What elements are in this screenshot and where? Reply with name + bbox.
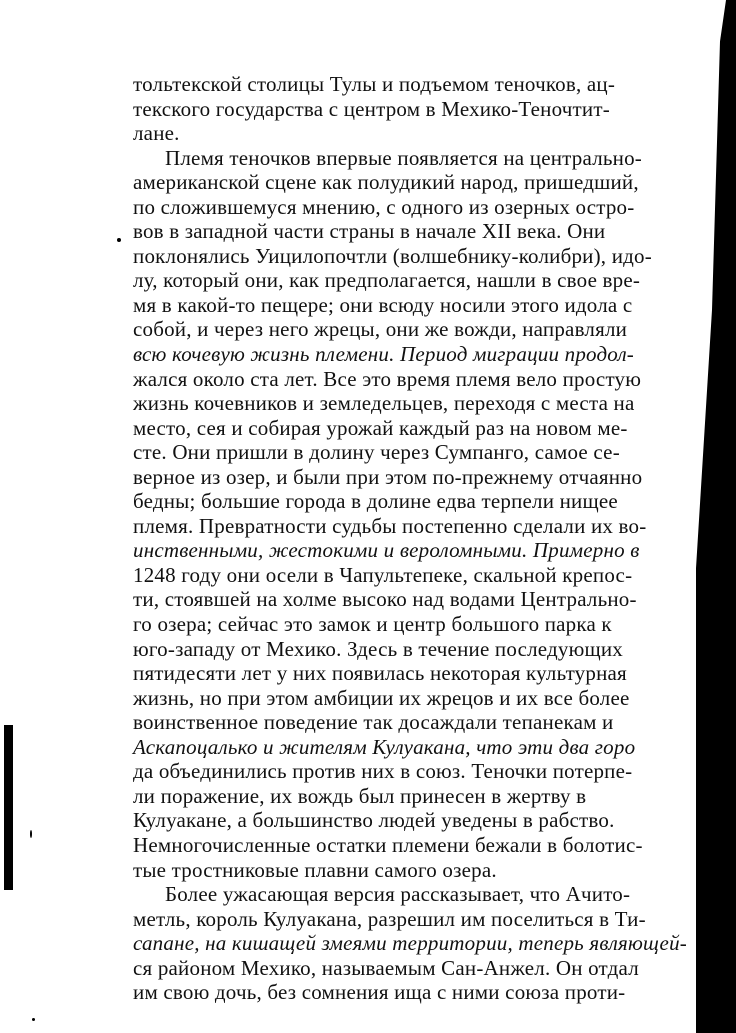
text-line: [133, 980, 701, 1005]
text-line: [133, 759, 701, 784]
text-segment: Кулуакане, а большинство людей уведены в рабство.: [133, 808, 615, 833]
text-segment: жизнь, но при этом амбиции их жрецов и их все более: [133, 685, 630, 710]
text-segment: да объединились против них в союз. Теночки потерпе-: [133, 759, 633, 784]
text-segment: воинственное поведение так досаждали тепанекам и: [133, 710, 614, 735]
text-line: [133, 72, 701, 97]
text-line: [133, 563, 701, 588]
text-segment: сте. Они пришли в долину через Сумпанго, самое се-: [133, 440, 620, 465]
text-line: [133, 342, 701, 367]
text-segment: 1248 году они осели в Чапультепеке, скальной крепос-: [133, 562, 633, 587]
text-line: [133, 317, 701, 342]
text-line: [133, 808, 701, 833]
text-line: [133, 440, 701, 465]
text-line: [133, 612, 701, 637]
text-line: [133, 931, 701, 956]
text-segment: ли поражение, их вождь был принесен в жертву в: [133, 783, 587, 808]
text-segment: жизнь кочевников и земледельцев, переходя с места на: [133, 391, 635, 416]
text-segment: текского государства с центром в Мехико-Теночтит-: [133, 96, 610, 121]
text-segment: Аскапоцалько и жителям Кулуакана, что эти два горо: [133, 734, 636, 759]
text-segment: го озера; сейчас это замок и центр большого парка к: [133, 612, 612, 637]
text-line: [133, 97, 701, 122]
text-line: [133, 587, 701, 612]
body-text: [133, 72, 701, 1005]
scan-shadow-left: [4, 725, 13, 890]
text-segment: лане.: [133, 121, 180, 146]
scan-shadow-right: [696, 0, 736, 1033]
text-segment: Более ужасающая версия рассказывает, что Ачито-: [165, 882, 631, 907]
text-line: [133, 907, 701, 932]
text-line: [133, 293, 701, 318]
text-segment: юго-западу от Мехико. Здесь в течение последующих: [133, 636, 624, 661]
text-line: [133, 956, 701, 981]
text-segment: пятидесяти лет у них появилась некоторая культурная: [133, 661, 627, 686]
text-line: [133, 244, 701, 269]
text-segment: ти, стоявшей на холме высоко над водами Центрально-: [133, 587, 637, 612]
text-line: [133, 637, 701, 662]
text-segment: Период миграции продол-: [400, 342, 635, 367]
text-line: [133, 514, 701, 539]
text-segment: Племя теночков впервые появляется на центрально-: [165, 145, 642, 170]
text-line: [133, 465, 701, 490]
scan-speck: [32, 1018, 35, 1021]
text-line: [133, 710, 701, 735]
text-segment: вов в западной части страны в начале XII века. Они: [133, 219, 606, 244]
text-segment: жался около ста лет. Все это время племя вело простую: [133, 366, 642, 391]
text-line: [133, 489, 701, 514]
text-segment: всю кочевую жизнь племени.: [133, 342, 400, 367]
text-segment: метль, король Кулуакана, разрешил им поселиться в Ти-: [133, 906, 646, 931]
text-segment: американской сцене как полудикий народ, пришедший,: [133, 170, 639, 195]
text-line: [133, 686, 701, 711]
text-segment: по сложившемуся мнению, с одного из озерных остро-: [133, 194, 635, 219]
scan-speck: [30, 830, 32, 838]
text-line: [133, 858, 701, 883]
text-line: [133, 661, 701, 686]
text-segment: племя. Превратности судьбы постепенно сделали их во-: [133, 513, 647, 538]
text-segment: собой, и через него жрецы, они же вожди, направляли: [133, 317, 628, 342]
text-line: [133, 268, 701, 293]
text-line: [133, 195, 701, 220]
text-segment: верное из озер, и были при этом по-прежнему отчаянно: [133, 464, 643, 489]
text-line: [133, 784, 701, 809]
text-segment: сапане, на кишащей змеями территории, теперь являющей-: [133, 931, 687, 956]
text-line: [133, 367, 701, 392]
text-line: [133, 735, 701, 760]
text-segment: мя в какой-то пещере; они всюду носили этого идола с: [133, 292, 633, 317]
text-segment: лу, который они, как предполагается, нашли в свое вре-: [133, 268, 641, 293]
text-line: [133, 391, 701, 416]
text-segment: тые тростниковые плавни самого озера.: [133, 857, 497, 882]
text-line: [133, 146, 701, 171]
text-segment: Немногочисленные остатки племени бежали в болотис-: [133, 832, 643, 857]
text-line: [133, 219, 701, 244]
text-segment: им свою дочь, без сомнения ища с ними союза проти-: [133, 980, 626, 1005]
text-line: [133, 538, 701, 563]
scan-speck: [117, 238, 121, 242]
text-segment: поклонялись Уицилопочтли (волшебнику-колибри), идо-: [133, 243, 652, 268]
text-line: [133, 170, 701, 195]
text-segment: инственными, жестокими и вероломными. Примерно в: [133, 538, 640, 563]
text-segment: ся районом Мехико, называемым Сан-Анжел. Он отдал: [133, 955, 639, 980]
text-line: [133, 416, 701, 441]
text-segment: бедны; большие города в долине едва терпели нищее: [133, 489, 618, 514]
text-line: [133, 882, 701, 907]
text-line: [133, 121, 701, 146]
text-line: [133, 833, 701, 858]
text-segment: место, сея и собирая урожай каждый раз на новом ме-: [133, 415, 628, 440]
text-segment: тольтекской столицы Тулы и подъемом теночков, ац-: [133, 72, 616, 96]
